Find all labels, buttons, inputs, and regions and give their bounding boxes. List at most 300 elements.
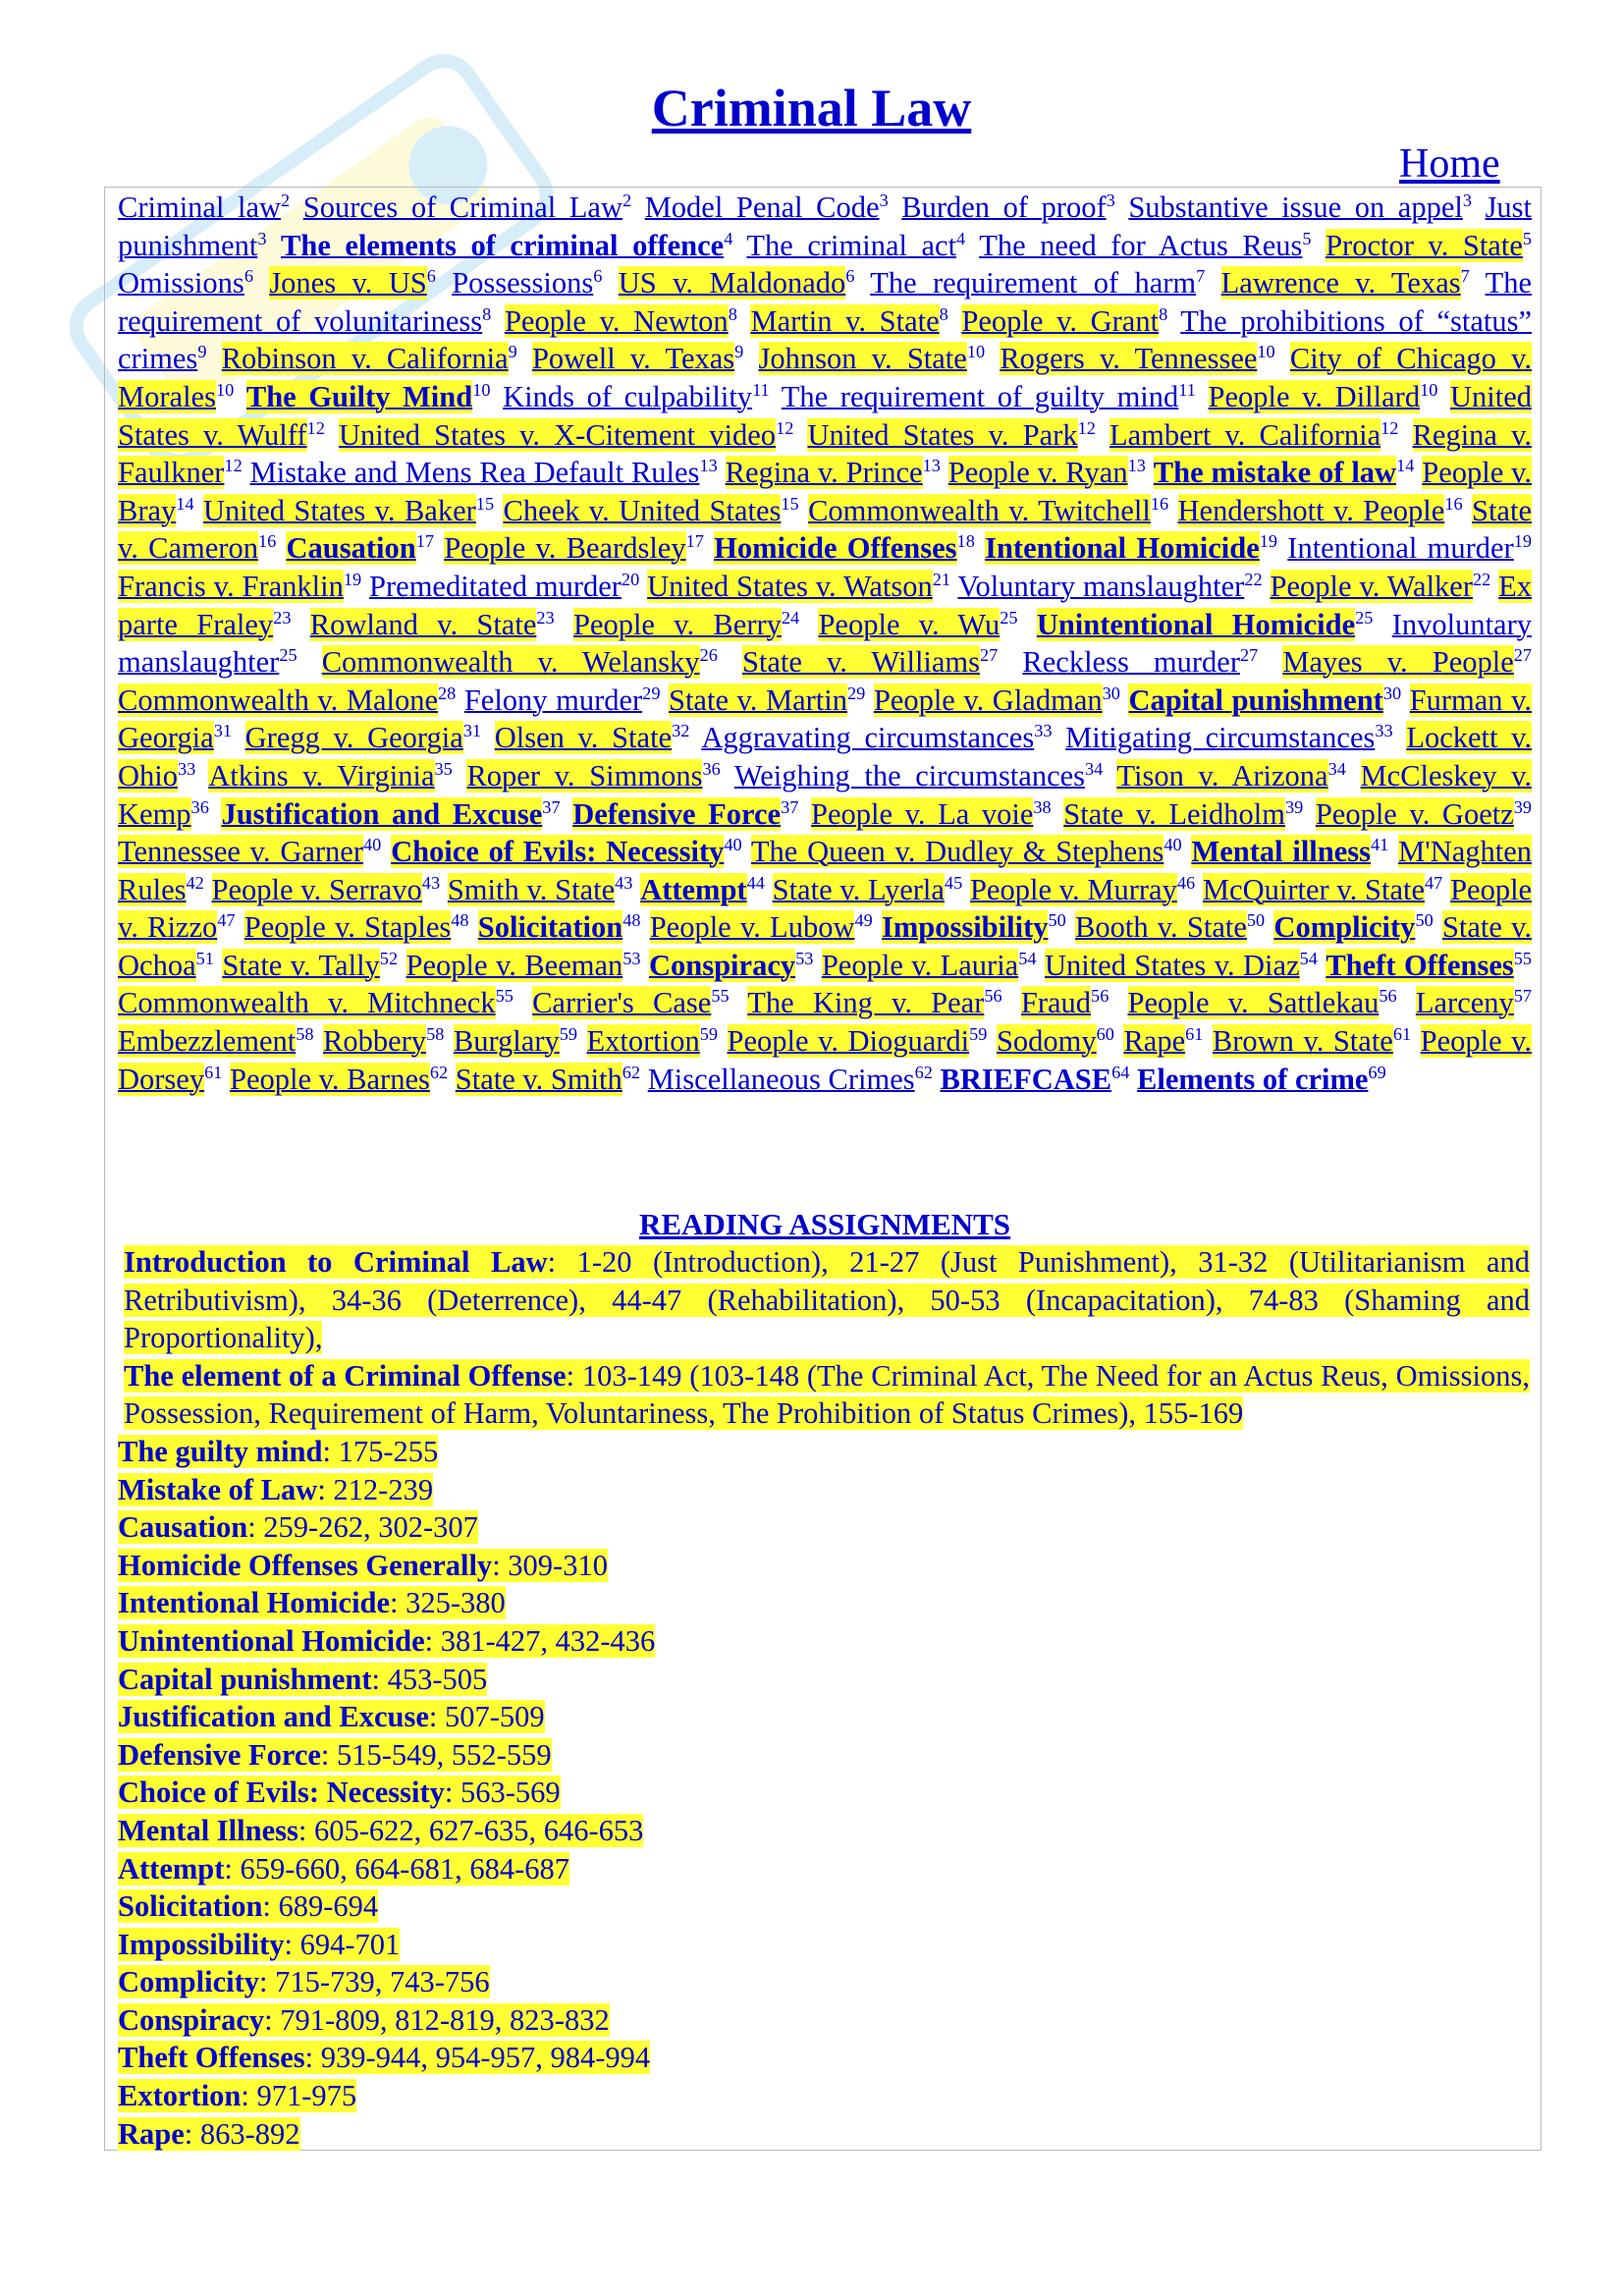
reading-item-label: Capital punishment: [118, 1662, 372, 1696]
topic-link[interactable]: Burglary: [453, 1024, 560, 1059]
topic-link[interactable]: McCleskey v. Kemp: [118, 758, 1532, 831]
topic-link[interactable]: Smith v. State: [447, 872, 616, 906]
page-number: 2: [281, 190, 291, 210]
topic-link[interactable]: United States v. Watson: [647, 569, 933, 603]
page-number: 6: [593, 266, 603, 287]
topic-link[interactable]: State v. Leidholm: [1063, 796, 1285, 831]
page-number: 44: [746, 872, 765, 893]
topic-link[interactable]: People v. Lauria: [821, 948, 1019, 982]
reading-element-label: The element of a Criminal Offense: [124, 1358, 567, 1393]
page-number: 48: [451, 910, 469, 931]
page-number: 3: [1462, 190, 1472, 210]
topic-link[interactable]: Roper v. Simmons: [466, 758, 703, 793]
topic-link[interactable]: State v. Martin: [669, 683, 847, 717]
page-number: 52: [379, 948, 399, 968]
topic-link[interactable]: Just punishment: [118, 191, 1533, 262]
reading-item: [118, 1433, 1530, 1471]
page-number: 11: [752, 379, 770, 400]
topic-link[interactable]: Rape: [1123, 1024, 1186, 1059]
topic-link[interactable]: Jones v. US: [269, 266, 427, 301]
topic-link[interactable]: Fraud: [1020, 986, 1092, 1020]
page-number: 8: [728, 303, 737, 324]
reading-item-label: Homicide Offenses Generally: [118, 1548, 493, 1582]
page-number: 27: [980, 644, 999, 665]
page-number: 32: [672, 721, 690, 741]
reading-item-pages: : 175-255: [322, 1434, 439, 1468]
page-number: 13: [1127, 456, 1146, 475]
reading-item-pages: : 939-944, 954-957, 984-994: [304, 2041, 651, 2075]
topic-link[interactable]: People v. La voie: [810, 796, 1034, 831]
page-number: 33: [1034, 721, 1053, 741]
page-number: 25: [1000, 607, 1018, 628]
page-number: 10: [1420, 379, 1438, 400]
topic-link[interactable]: Robinson v. California: [221, 342, 509, 376]
topic-link[interactable]: Mitigating circumstances: [1065, 721, 1376, 755]
topic-link[interactable]: Johnson v. State: [758, 342, 967, 376]
page-number: 47: [217, 910, 236, 931]
topic-link[interactable]: Commonwealth v. Malone: [118, 683, 438, 717]
topic-link[interactable]: Substantive issue on appel: [1128, 191, 1463, 224]
topic-link[interactable]: State v. Lyerla: [772, 872, 945, 906]
page-number: 29: [846, 683, 866, 703]
reading-item: [118, 1547, 1530, 1585]
topic-link[interactable]: Lockett v. Ohio: [118, 721, 1533, 793]
page-number: 10: [966, 342, 986, 362]
topic-link[interactable]: People v. Newton: [504, 303, 729, 338]
topic-link[interactable]: Gregg v. Georgia: [244, 721, 463, 755]
topic-link[interactable]: People v. Staples: [243, 910, 452, 945]
topic-link[interactable]: Extortion: [586, 1024, 700, 1059]
topic-link[interactable]: Homicide Offenses: [714, 531, 957, 566]
page-number: 46: [1176, 872, 1196, 893]
topic-link[interactable]: People v. Barnes: [230, 1062, 430, 1096]
page-number: 3: [1106, 190, 1115, 210]
topic-link[interactable]: People v. Dorsey: [118, 1024, 1533, 1096]
topic-link[interactable]: Larceny: [1415, 986, 1514, 1020]
topic-link[interactable]: People v. Ryan: [947, 456, 1128, 490]
page-number: 6: [243, 266, 253, 287]
page-number: 58: [426, 1023, 445, 1044]
reading-item-pages: : 694-701: [284, 1927, 401, 1961]
page-number: 18: [956, 531, 975, 552]
topic-link[interactable]: Booth v. State: [1075, 910, 1247, 945]
topic-link[interactable]: United States v. Baker: [202, 493, 476, 527]
topic-link[interactable]: Voluntary manslaughter: [957, 569, 1245, 603]
topic-link[interactable]: The Queen v. Dudley & Stephens: [750, 835, 1164, 869]
page-number: 36: [702, 758, 721, 779]
page-number: 12: [776, 417, 794, 438]
topic-link[interactable]: Kinds of culpability: [503, 379, 753, 413]
page-number: 61: [1185, 1023, 1204, 1044]
page-number: 13: [922, 456, 941, 475]
reading-item: [118, 2115, 1530, 2154]
reading-item-label: Mistake of Law: [118, 1472, 318, 1506]
reading-item: [118, 1812, 1530, 1850]
reading-assignments: [118, 1243, 1530, 2153]
topic-link[interactable]: BRIEFCASE: [940, 1062, 1112, 1096]
topic-link[interactable]: State v. Tally: [222, 948, 380, 982]
topic-link[interactable]: Model Penal Code: [644, 191, 880, 224]
page-number: 5: [1302, 228, 1312, 248]
page-number: 11: [1178, 379, 1196, 400]
topic-link[interactable]: Mayes v. People: [1282, 645, 1514, 680]
topic-link[interactable]: Omissions: [118, 266, 244, 301]
reading-item: [118, 1963, 1530, 2001]
topic-link[interactable]: Burden of proof: [901, 191, 1107, 224]
topic-link[interactable]: People v. Walker: [1270, 569, 1473, 603]
reading-item: [118, 1661, 1530, 1699]
page-number: 50: [1048, 910, 1066, 931]
page-number: 53: [622, 948, 641, 968]
topic-link[interactable]: United States v. Wulff: [118, 379, 1532, 452]
page-number: 50: [1415, 910, 1434, 931]
page-number: 9: [734, 342, 744, 362]
topic-link[interactable]: Mistake and Mens Rea Default Rules: [249, 456, 700, 490]
page-number: 8: [1159, 303, 1168, 324]
topic-link[interactable]: The elements of criminal offence: [281, 228, 725, 262]
page-number: 35: [434, 758, 453, 779]
page-number: 56: [984, 986, 1002, 1007]
page-number: 6: [845, 266, 855, 287]
topic-link[interactable]: Brown v. State: [1212, 1024, 1393, 1059]
topic-link[interactable]: United States v. Diaz: [1044, 948, 1300, 982]
page-number: 50: [1246, 910, 1266, 931]
reading-item-pages: : 515-549, 552-559: [320, 1737, 552, 1772]
page-number: 20: [621, 569, 640, 589]
reading-item-label: Attempt: [118, 1851, 225, 1886]
topic-link[interactable]: Atkins v. Virginia: [208, 758, 435, 793]
reading-item: [118, 1850, 1530, 1888]
reading-item-label: Impossibility: [118, 1927, 285, 1961]
topic-link[interactable]: People v. Lubow: [649, 910, 855, 945]
topic-link[interactable]: The need for Actus Reus: [979, 228, 1303, 262]
topic-link[interactable]: Cheek v. United States: [503, 493, 782, 527]
topic-link[interactable]: Commonwealth v. Welansky: [321, 645, 700, 680]
page-number: 12: [1077, 417, 1096, 438]
topic-link[interactable]: Attempt: [640, 872, 747, 906]
topic-link[interactable]: Sodomy: [996, 1024, 1097, 1059]
reading-items-list: [118, 1433, 1530, 2153]
page-number: 61: [1392, 1023, 1412, 1044]
reading-item-label: Conspiracy: [118, 2002, 265, 2037]
topic-link[interactable]: State v. Cameron: [118, 493, 1532, 566]
topic-link[interactable]: The requirement of harm: [870, 266, 1197, 301]
page-number: 10: [472, 379, 491, 400]
page-number: 56: [1379, 986, 1397, 1007]
page-number: 29: [642, 683, 661, 703]
topic-link[interactable]: Intentional murder: [1287, 531, 1514, 566]
topic-link[interactable]: Regina v. Faulkner: [118, 417, 1532, 490]
home-link[interactable]: Home: [1399, 141, 1500, 187]
page-number: 27: [1513, 644, 1533, 665]
topic-link[interactable]: The mistake of law: [1153, 456, 1397, 490]
page-number: 60: [1096, 1023, 1114, 1044]
reading-element: [118, 1357, 1530, 1433]
topic-link[interactable]: The requirement of guilty mind: [781, 379, 1179, 413]
topic-link[interactable]: People v. Beeman: [406, 948, 623, 982]
topic-link[interactable]: Capital punishment: [1128, 683, 1383, 717]
reading-item-pages: : 507-509: [428, 1700, 545, 1734]
topic-link[interactable]: Rogers v. Tennessee: [1000, 342, 1258, 376]
topic-link[interactable]: Lawrence v. Texas: [1220, 266, 1461, 301]
topic-link[interactable]: M'Naghten Rules: [118, 835, 1533, 906]
topic-link[interactable]: Possessions: [452, 266, 594, 301]
topic-link[interactable]: Elements of crime: [1137, 1062, 1369, 1096]
topic-link[interactable]: People v. Berry: [572, 607, 782, 641]
page-number: 19: [343, 569, 362, 589]
page-number: 61: [204, 1062, 223, 1082]
topic-link[interactable]: Felony murder: [463, 683, 643, 717]
page-number: 14: [176, 493, 194, 514]
topic-link[interactable]: People v. Serravo: [211, 872, 422, 906]
topic-link[interactable]: People v. Dillard: [1208, 379, 1421, 413]
page-number: 4: [724, 228, 733, 248]
topic-link[interactable]: Complicity: [1273, 910, 1416, 945]
page-number: 59: [559, 1023, 578, 1044]
reading-item-label: Causation: [118, 1510, 248, 1545]
topic-link[interactable]: People v. Gladman: [873, 683, 1103, 717]
topic-link[interactable]: The Guilty Mind: [245, 379, 473, 413]
topic-link[interactable]: Reckless murder: [1022, 645, 1240, 680]
reading-item: [118, 1698, 1530, 1736]
page-number: 7: [1460, 266, 1470, 287]
page-number: 22: [1472, 569, 1491, 589]
reading-item-pages: : 212-239: [317, 1472, 434, 1506]
page-number: 17: [415, 531, 434, 552]
reading-assignments-heading: READING ASSIGNMENTS: [638, 1207, 1011, 1241]
topic-link[interactable]: Francis v. Franklin: [118, 569, 344, 603]
reading-item: [118, 1622, 1530, 1661]
page-number: 23: [273, 607, 292, 628]
topic-link[interactable]: Impossibility: [881, 910, 1049, 945]
page-number: 40: [363, 834, 382, 854]
topic-link[interactable]: People v. Beardsley: [444, 531, 686, 566]
page-number: 16: [1444, 493, 1463, 514]
page-number: 39: [1513, 796, 1533, 817]
reading-item: [118, 1736, 1530, 1775]
topic-link[interactable]: United States v. X-Citement video: [338, 417, 777, 452]
reading-item-label: Justification and Excuse: [118, 1700, 429, 1734]
topic-link[interactable]: People v. Rizzo: [118, 872, 1533, 945]
topic-link[interactable]: Unintentional Homicide: [1036, 607, 1356, 641]
topic-link[interactable]: State v. Smith: [455, 1062, 622, 1096]
page-number: 19: [1259, 531, 1278, 552]
topic-link[interactable]: Commonwealth v. Mitchneck: [118, 986, 496, 1020]
reading-item-pages: : 563-569: [444, 1776, 561, 1810]
page-number: 64: [1111, 1062, 1130, 1082]
page-number: 34: [1327, 758, 1346, 779]
topic-link[interactable]: McQuirter v. State: [1202, 872, 1426, 906]
page-number: 55: [1513, 948, 1533, 968]
reading-item-label: Extortion: [118, 2079, 242, 2113]
reading-item: [118, 1584, 1530, 1622]
reading-item-pages: : 659-660, 664-681, 684-687: [224, 1851, 569, 1886]
topic-link[interactable]: The King v. Pear: [747, 986, 985, 1020]
page-number: 15: [781, 493, 799, 514]
page-number: 3: [879, 190, 889, 210]
topic-link[interactable]: United States v. Park: [807, 417, 1078, 452]
page-number: 30: [1102, 683, 1120, 703]
page-number: 58: [296, 1023, 314, 1044]
topic-link[interactable]: City of Chicago v. Morales: [118, 342, 1533, 413]
reading-item-pages: : 325-380: [390, 1586, 506, 1620]
topic-link[interactable]: Conspiracy: [648, 948, 796, 982]
reading-item-label: Solicitation: [118, 1889, 263, 1924]
topic-link[interactable]: Lambert v. California: [1109, 417, 1381, 452]
reading-item-label: The guilty mind: [118, 1434, 323, 1468]
topic-link[interactable]: Robbery: [323, 1024, 427, 1059]
page-number: 5: [1522, 228, 1532, 248]
page-number: 10: [215, 379, 235, 400]
page-number: 43: [421, 872, 441, 893]
page-number: 4: [956, 228, 966, 248]
page-number: 19: [1513, 531, 1533, 552]
page-number: 33: [178, 758, 196, 779]
page-number: 23: [536, 607, 555, 628]
topic-link[interactable]: The requirement of volunitariness: [118, 266, 1532, 338]
page-number: 12: [224, 456, 243, 475]
page-number: 9: [508, 342, 517, 362]
page-number: 12: [306, 417, 325, 438]
topic-link[interactable]: Causation: [286, 531, 416, 566]
topic-link[interactable]: The prohibitions of “status” crimes: [118, 303, 1533, 376]
page-number: 10: [1257, 342, 1275, 362]
page-number: 42: [186, 872, 204, 893]
page-title: Criminal Law: [651, 79, 972, 137]
topic-link[interactable]: Furman v. Georgia: [118, 683, 1532, 755]
topic-link[interactable]: Tison v. Arizona: [1116, 758, 1328, 793]
topic-link[interactable]: People v. Bray: [118, 456, 1533, 527]
page-number: 55: [711, 986, 730, 1007]
page-number: 33: [1375, 721, 1393, 741]
topic-link[interactable]: US v. Maldonado: [618, 266, 846, 301]
page-number: 9: [197, 342, 207, 362]
page-number: 26: [699, 644, 718, 665]
page-number: 34: [1085, 758, 1104, 779]
reading-item: [118, 1774, 1530, 1812]
page-number: 22: [1244, 569, 1263, 589]
page-number: 41: [1371, 834, 1389, 854]
topic-link[interactable]: People v. Goetz: [1315, 796, 1514, 831]
page-number: 37: [542, 796, 561, 817]
page-number: 27: [1239, 644, 1259, 665]
page-number: 59: [699, 1023, 719, 1044]
topic-link[interactable]: State v. Ochoa: [118, 910, 1533, 982]
reading-item-label: Theft Offenses: [118, 2041, 305, 2075]
topic-link[interactable]: Proctor v. State: [1325, 228, 1523, 262]
topic-link[interactable]: Defensive Force: [572, 796, 782, 831]
topic-link[interactable]: People v. Murray: [969, 872, 1177, 906]
page-number: 57: [1513, 986, 1533, 1007]
reading-intro-label: Introduction to Criminal Law: [124, 1245, 548, 1279]
topic-link[interactable]: Martin v. State: [750, 303, 940, 338]
topic-link[interactable]: Miscellaneous Crimes: [647, 1062, 915, 1096]
topic-link[interactable]: People v. Grant: [961, 303, 1160, 338]
page-number: 51: [195, 948, 214, 968]
page-number: 15: [475, 493, 495, 514]
topic-link[interactable]: Aggravating circumstances: [701, 721, 1035, 755]
page-number: 7: [1196, 266, 1206, 287]
topic-link[interactable]: Carrier's Case: [532, 986, 712, 1020]
reading-intro-text: : 1-20 (Introduction), 21-27 (Just Punishment), 31-32 (Utilitarianism and Retributivism), 34-36 (Deterrence), 44-47 (Rehabilitation), 50-53 (Incapacitation), 74-83 (Shaming and Proportionality),: [124, 1245, 1530, 1355]
reading-item-pages: : 309-310: [492, 1548, 608, 1582]
page-number: 31: [213, 721, 232, 741]
reading-item: [118, 1926, 1530, 1964]
reading-item: [118, 1471, 1530, 1509]
page-number: 40: [724, 834, 742, 854]
topic-link[interactable]: The criminal act: [746, 228, 957, 262]
topic-link[interactable]: Rowland v. State: [309, 607, 537, 641]
reading-item-pages: : 689-694: [262, 1889, 379, 1924]
page-number: 40: [1163, 834, 1182, 854]
topic-link[interactable]: State v. Williams: [741, 645, 981, 680]
page-number: 62: [914, 1062, 933, 1082]
page-number: 17: [685, 531, 704, 552]
reading-item-label: Complicity: [118, 1965, 260, 1999]
topic-link[interactable]: Intentional Homicide: [985, 531, 1260, 566]
topic-link[interactable]: Commonwealth v. Twitchell: [808, 493, 1151, 527]
page-number: 53: [795, 948, 814, 968]
reading-item-label: Choice of Evils: Necessity: [118, 1776, 445, 1810]
reading-item-pages: : 791-809, 812-819, 823-832: [264, 2002, 610, 2037]
page-number: 62: [622, 1062, 641, 1082]
topic-link[interactable]: Olsen v. State: [494, 721, 673, 755]
page-number: 55: [495, 986, 514, 1007]
topic-link[interactable]: Hendershott v. People: [1177, 493, 1445, 527]
page-number: 24: [781, 607, 800, 628]
reading-item-pages: : 381-427, 432-436: [424, 1623, 656, 1658]
topic-link[interactable]: Involuntary manslaughter: [118, 607, 1533, 680]
page-number: 25: [1355, 607, 1374, 628]
topic-link[interactable]: Weighing the circumstances: [733, 758, 1086, 793]
page-number: 8: [482, 303, 492, 324]
topic-link[interactable]: People v. Wu: [818, 607, 1001, 641]
topic-link[interactable]: Regina v. Prince: [725, 456, 923, 490]
reading-item-pages: : 715-739, 743-756: [259, 1965, 490, 1999]
page-number: 28: [438, 683, 457, 703]
topic-link[interactable]: Mental illness: [1191, 835, 1372, 869]
topic-links-index: [118, 189, 1532, 1098]
topic-link[interactable]: Ex parte Fraley: [118, 569, 1533, 641]
reading-item-label: Intentional Homicide: [118, 1586, 391, 1620]
topic-link[interactable]: Solicitation: [477, 910, 623, 945]
page-number: 2: [622, 190, 632, 210]
reading-item-label: Defensive Force: [118, 1737, 321, 1772]
topic-link[interactable]: Theft Offenses: [1325, 948, 1514, 982]
topic-link[interactable]: Choice of Evils: Necessity: [391, 835, 725, 869]
reading-item-pages: : 453-505: [371, 1662, 488, 1696]
reading-item-label: Mental Illness: [118, 1813, 298, 1847]
topic-link[interactable]: Justification and Excuse: [221, 796, 543, 831]
topic-link[interactable]: Sources of Criminal Law: [302, 191, 622, 224]
topic-link[interactable]: People v. Dioguardi: [727, 1024, 970, 1059]
page-number: 39: [1284, 796, 1304, 817]
reading-item-pages: : 259-262, 302-307: [247, 1510, 478, 1545]
page-number: 38: [1033, 796, 1052, 817]
page-number: 31: [462, 721, 482, 741]
page-number: 59: [969, 1023, 988, 1044]
page-number: 56: [1091, 986, 1109, 1007]
topic-link[interactable]: Tennessee v. Garner: [118, 835, 363, 869]
reading-item: [118, 1508, 1530, 1547]
page-number: 3: [257, 228, 267, 248]
topic-link[interactable]: Powell v. Texas: [531, 342, 735, 376]
reading-item-pages: : 971-975: [241, 2079, 357, 2113]
topic-link[interactable]: People v. Sattlekau: [1127, 986, 1380, 1020]
topic-link[interactable]: Embezzlement: [118, 1024, 297, 1059]
topic-link[interactable]: Criminal law: [118, 191, 282, 224]
topic-link[interactable]: Premeditated murder: [369, 569, 622, 603]
